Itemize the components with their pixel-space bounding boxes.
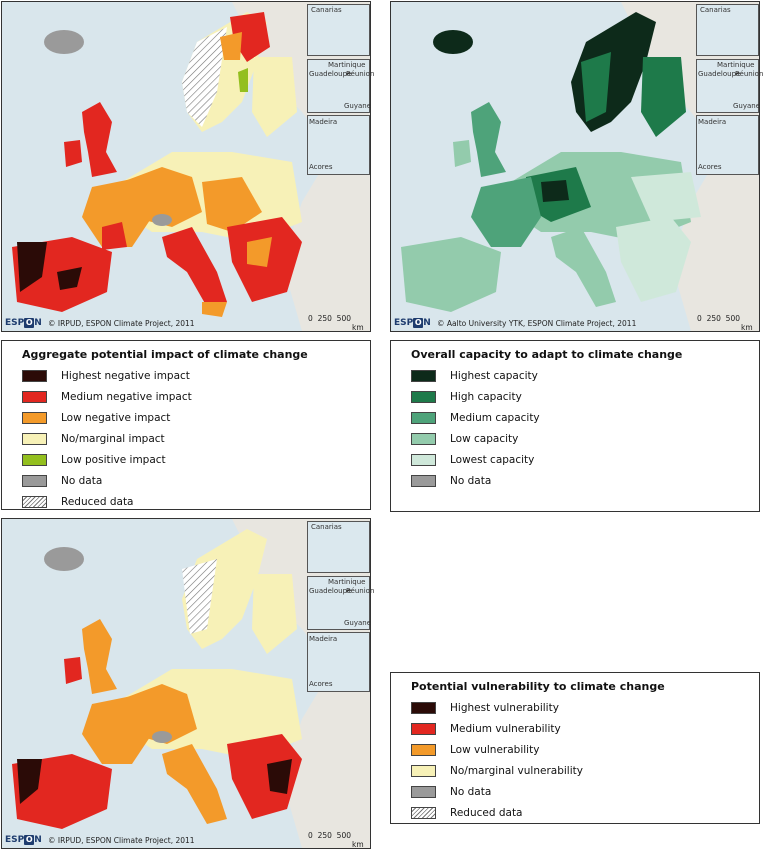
legend-swatch bbox=[411, 412, 436, 424]
inset-label-martinique: Martinique bbox=[328, 578, 366, 586]
espon-logo: ESP O N bbox=[5, 835, 42, 845]
inset-label-madeira: Madeira bbox=[698, 118, 727, 126]
vulnerability-legend bbox=[390, 672, 760, 824]
legend-label: Low vulnerability bbox=[450, 743, 540, 756]
espon-logo: ESP O N bbox=[5, 318, 42, 328]
inset-canarias bbox=[696, 4, 759, 56]
scale-bar: 0 250 500 km bbox=[308, 314, 364, 332]
inset-label-martinique: Martinique bbox=[717, 61, 755, 69]
legend-items bbox=[2, 365, 370, 512]
legend-label: Reduced data bbox=[450, 806, 523, 819]
impact-legend bbox=[1, 340, 371, 510]
map-credit: © IRPUD, ESPON Climate Project, 2011 bbox=[48, 836, 195, 845]
legend-item bbox=[411, 365, 759, 386]
legend-item bbox=[22, 407, 370, 428]
legend-item bbox=[411, 697, 759, 718]
legend-swatch bbox=[22, 391, 47, 403]
inset-atlantic bbox=[307, 115, 370, 175]
legend-swatch bbox=[22, 475, 47, 487]
legend-item bbox=[22, 365, 370, 386]
legend-label: Reduced data bbox=[61, 495, 134, 508]
capacity-legend bbox=[390, 340, 760, 512]
inset-atlantic bbox=[307, 632, 370, 692]
legend-items bbox=[391, 697, 759, 823]
legend-item bbox=[22, 428, 370, 449]
legend-swatch bbox=[411, 786, 436, 798]
inset-label-guadeloupe: Guadeloupe bbox=[698, 70, 741, 78]
legend-item bbox=[411, 760, 759, 781]
inset-label-guadeloupe: Guadeloupe bbox=[309, 587, 352, 595]
legend-item bbox=[411, 470, 759, 491]
legend-item bbox=[411, 449, 759, 470]
vulnerability-map bbox=[1, 518, 375, 849]
inset-label-canarias: Canarias bbox=[311, 523, 342, 531]
inset-label-madeira: Madeira bbox=[309, 118, 338, 126]
legend-label: Medium negative impact bbox=[61, 390, 192, 403]
legend-swatch bbox=[411, 391, 436, 403]
legend-item bbox=[22, 470, 370, 491]
capacity-map bbox=[390, 1, 763, 332]
legend-item bbox=[411, 781, 759, 802]
inset-caribbean bbox=[696, 59, 763, 113]
inset-label-reunion: Réunion bbox=[735, 70, 763, 78]
legend-item bbox=[411, 407, 759, 428]
scale-bar: 0 250 500 km bbox=[308, 831, 364, 849]
legend-label: High capacity bbox=[450, 390, 522, 403]
legend-item bbox=[411, 428, 759, 449]
scale-bar: 0 250 500 km bbox=[697, 314, 753, 332]
inset-label-guyane: Guyane bbox=[344, 102, 372, 110]
inset-label-acores: Acores bbox=[309, 680, 333, 688]
legend-swatch bbox=[22, 496, 47, 508]
legend-label: Highest vulnerability bbox=[450, 701, 559, 714]
legend-label: No data bbox=[61, 474, 103, 487]
legend-label: Medium vulnerability bbox=[450, 722, 561, 735]
legend-swatch bbox=[411, 702, 436, 714]
legend-items bbox=[391, 365, 759, 491]
legend-title: Overall capacity to adapt to climate change bbox=[411, 348, 683, 361]
legend-label: Low positive impact bbox=[61, 453, 166, 466]
inset-label-canarias: Canarias bbox=[700, 6, 731, 14]
legend-swatch bbox=[411, 433, 436, 445]
legend-item bbox=[411, 739, 759, 760]
legend-swatch bbox=[22, 433, 47, 445]
legend-swatch bbox=[22, 412, 47, 424]
legend-label: Medium capacity bbox=[450, 411, 540, 424]
inset-label-guyane: Guyane bbox=[733, 102, 761, 110]
legend-label: Low capacity bbox=[450, 432, 519, 445]
legend-label: Low negative impact bbox=[61, 411, 171, 424]
inset-label-canarias: Canarias bbox=[311, 6, 342, 14]
legend-item bbox=[22, 386, 370, 407]
legend-swatch bbox=[411, 370, 436, 382]
map-credit: © Aalto University YTK, ESPON Climate Project, 2011 bbox=[437, 319, 637, 328]
legend-label: No/marginal impact bbox=[61, 432, 165, 445]
legend-swatch bbox=[411, 723, 436, 735]
inset-label-martinique: Martinique bbox=[328, 61, 366, 69]
legend-label: Highest negative impact bbox=[61, 369, 190, 382]
legend-item bbox=[22, 491, 370, 512]
map-credit: © IRPUD, ESPON Climate Project, 2011 bbox=[48, 319, 195, 328]
legend-item bbox=[411, 718, 759, 739]
inset-caribbean bbox=[307, 576, 375, 630]
inset-canarias bbox=[307, 521, 370, 573]
legend-item bbox=[22, 449, 370, 470]
inset-label-reunion: Réunion bbox=[346, 70, 375, 78]
inset-caribbean bbox=[307, 59, 375, 113]
inset-label-acores: Acores bbox=[309, 163, 333, 171]
inset-label-madeira: Madeira bbox=[309, 635, 338, 643]
legend-swatch bbox=[411, 744, 436, 756]
legend-label: No/marginal vulnerability bbox=[450, 764, 583, 777]
legend-swatch bbox=[411, 454, 436, 466]
legend-swatch bbox=[411, 807, 436, 819]
legend-swatch bbox=[411, 765, 436, 777]
inset-atlantic bbox=[696, 115, 759, 175]
legend-swatch bbox=[411, 475, 436, 487]
inset-canarias bbox=[307, 4, 370, 56]
espon-logo: ESP O N bbox=[394, 318, 431, 328]
legend-item bbox=[411, 802, 759, 823]
legend-label: Lowest capacity bbox=[450, 453, 535, 466]
inset-label-reunion: Réunion bbox=[346, 587, 375, 595]
legend-label: No data bbox=[450, 474, 492, 487]
legend-label: Highest capacity bbox=[450, 369, 538, 382]
inset-label-guadeloupe: Guadeloupe bbox=[309, 70, 352, 78]
inset-label-acores: Acores bbox=[698, 163, 722, 171]
legend-title: Aggregate potential impact of climate change bbox=[22, 348, 308, 361]
legend-title: Potential vulnerability to climate change bbox=[411, 680, 665, 693]
legend-item bbox=[411, 386, 759, 407]
impact-map bbox=[1, 1, 375, 332]
legend-swatch bbox=[22, 370, 47, 382]
inset-label-guyane: Guyane bbox=[344, 619, 372, 627]
legend-swatch bbox=[22, 454, 47, 466]
legend-label: No data bbox=[450, 785, 492, 798]
